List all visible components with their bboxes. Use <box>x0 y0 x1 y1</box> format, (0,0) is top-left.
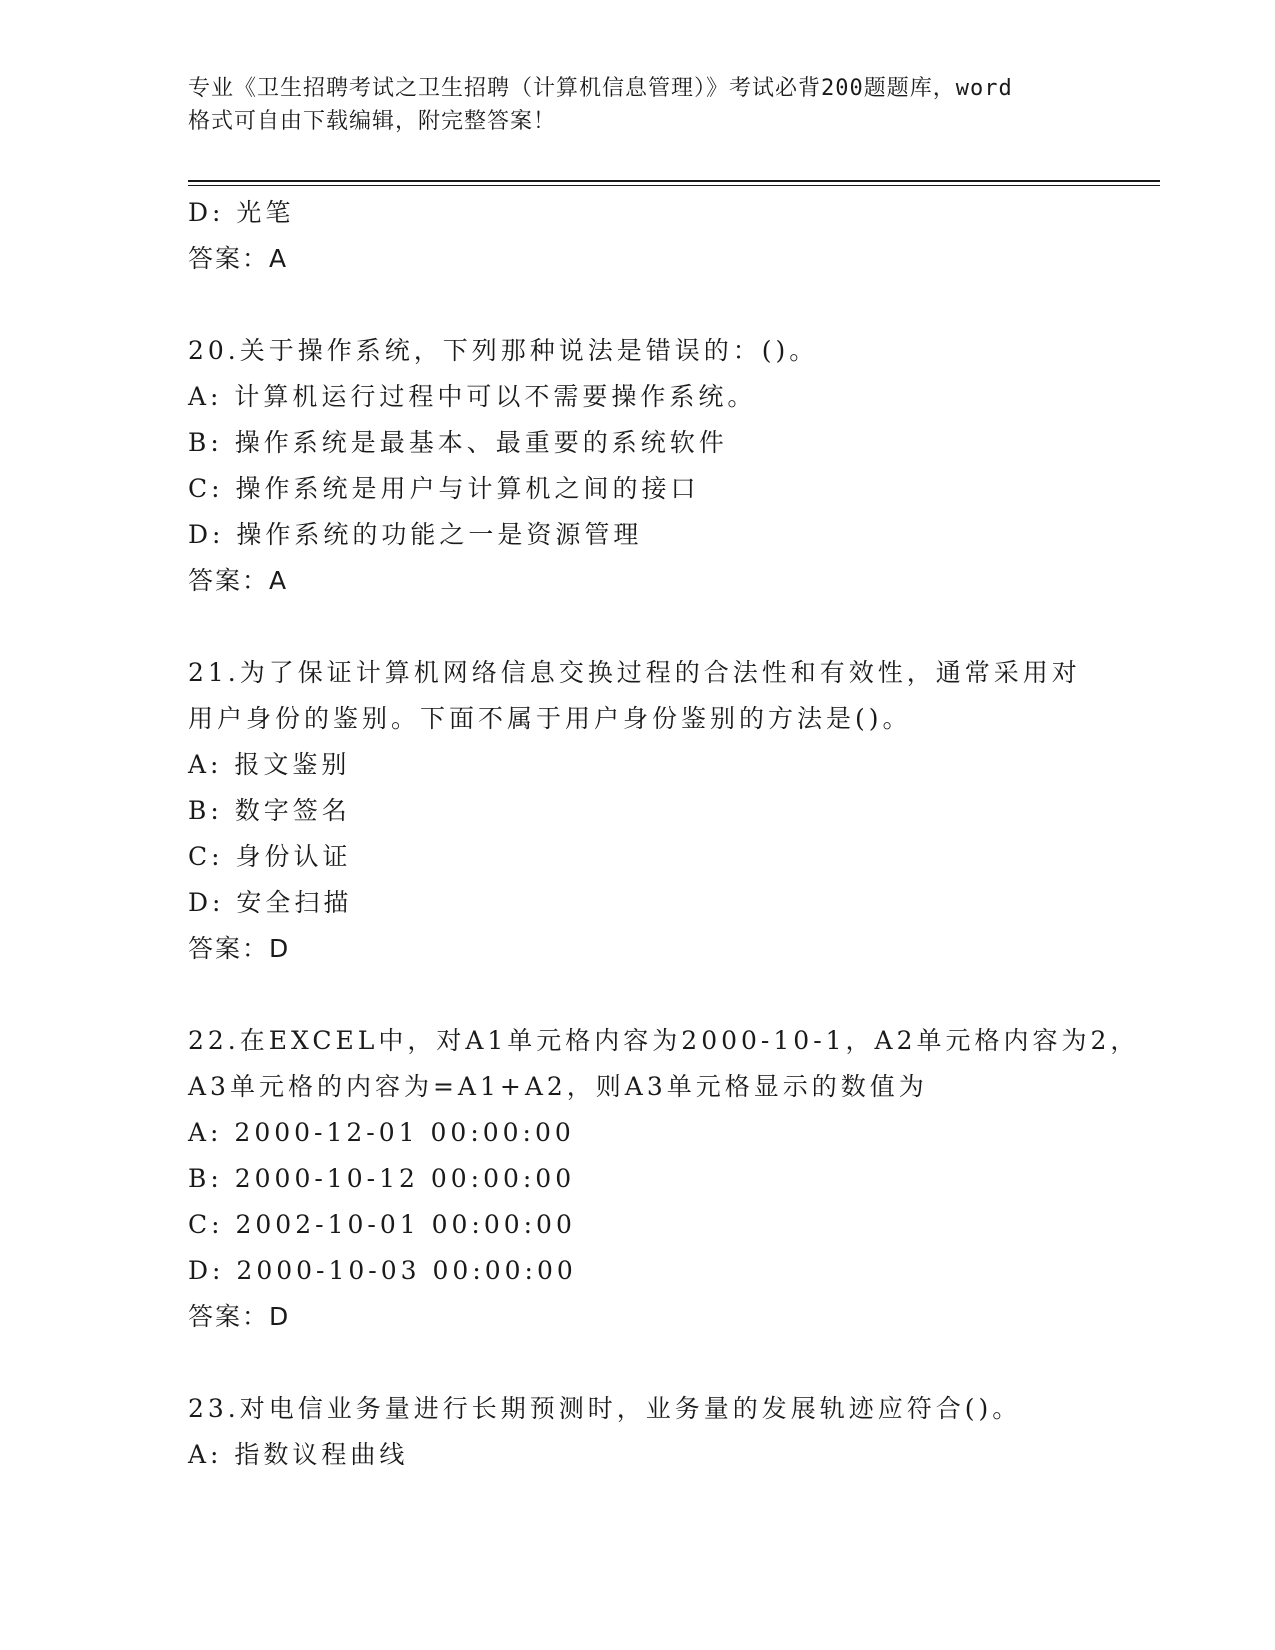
option-b: B: 2000-10-12 00:00:00 <box>188 1164 576 1193</box>
header-divider-thin <box>188 185 1160 186</box>
question-stem-line-2: A3单元格的内容为=A1+A2，则A3单元格显示的数值为 <box>188 1072 928 1101</box>
header-title-line-2: 格式可自由下载编辑，附完整答案！ <box>188 109 557 134</box>
option-a: A: 2000-12-01 00:00:00 <box>188 1118 575 1147</box>
question-19-remainder <box>188 190 1088 282</box>
option-a: A: 计算机运行过程中可以不需要操作系统。 <box>188 382 757 411</box>
spacer <box>188 604 1088 650</box>
document-body <box>188 190 1140 1478</box>
question-stem-line-2: 用户身份的鉴别。下面不属于用户身份鉴别的方法是()。 <box>188 704 912 733</box>
option-c: C: 2002-10-01 00:00:00 <box>188 1210 576 1239</box>
header-divider-thick <box>188 180 1160 182</box>
question-22 <box>188 1018 1140 1340</box>
answer-label: 答案：A <box>188 566 289 595</box>
option-b: B: 操作系统是最基本、最重要的系统软件 <box>188 428 728 457</box>
option-c: C: 身份认证 <box>188 842 352 871</box>
answer-label: 答案：A <box>188 244 289 273</box>
option-d: D: 安全扫描 <box>188 888 353 917</box>
answer-label: 答案：D <box>188 1302 291 1331</box>
option-a: A: 指数议程曲线 <box>188 1440 409 1469</box>
answer-label: 答案：D <box>188 934 291 963</box>
spacer <box>188 1340 1088 1386</box>
option-b: B: 数字签名 <box>188 796 351 825</box>
question-stem-line-1: 21.为了保证计算机网络信息交换过程的合法性和有效性，通常采用对 <box>188 658 1081 687</box>
option-d: D: 操作系统的功能之一是资源管理 <box>188 520 643 549</box>
question-20 <box>188 328 1088 604</box>
question-stem: 23.对电信业务量进行长期预测时，业务量的发展轨迹应符合()。 <box>188 1394 1022 1423</box>
option-a: A: 报文鉴别 <box>188 750 351 779</box>
spacer <box>188 282 1088 328</box>
question-23 <box>188 1386 1088 1478</box>
document-header <box>188 72 1088 138</box>
header-title-line-1: 专业《卫生招聘考试之卫生招聘（计算机信息管理）》考试必背200题题库，word <box>188 76 1013 101</box>
question-stem-line-1: 22.在EXCEL中，对A1单元格内容为2000-10-1，A2单元格内容为2， <box>188 1026 1140 1055</box>
question-21 <box>188 650 1088 972</box>
question-stem: 20.关于操作系统，下列那种说法是错误的：()。 <box>188 336 819 365</box>
option-c: C: 操作系统是用户与计算机之间的接口 <box>188 474 700 503</box>
option-d: D: 光笔 <box>188 198 295 227</box>
spacer <box>188 972 1088 1018</box>
option-d: D: 2000-10-03 00:00:00 <box>188 1256 577 1285</box>
